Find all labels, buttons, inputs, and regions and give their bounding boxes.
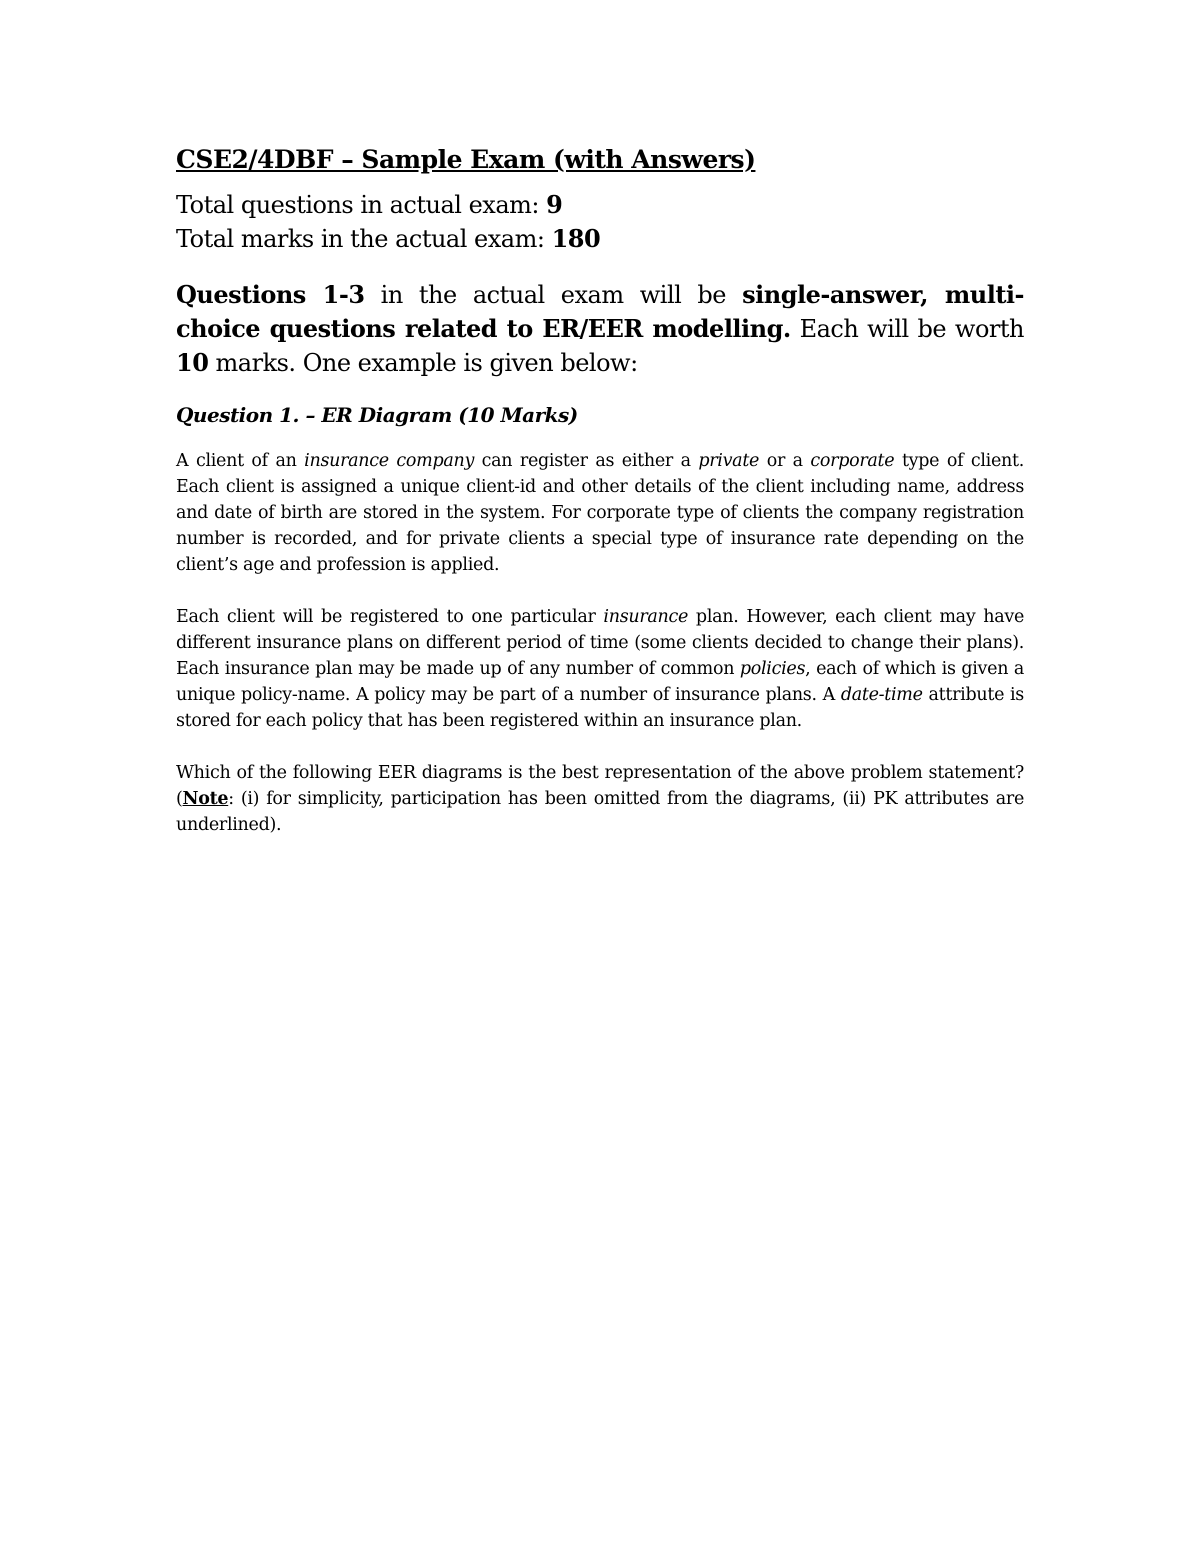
question-paragraph-3	[176, 760, 1024, 838]
emphasis-text: insurance company	[304, 451, 475, 471]
paragraph-text: or a	[759, 451, 811, 471]
total-marks-line	[176, 222, 1024, 256]
question-paragraph-1	[176, 448, 1024, 578]
total-marks-value: 180	[551, 224, 601, 253]
intro-text: Each will be worth	[790, 315, 1024, 343]
question-heading: Question 1. – ER Diagram (10 Marks)	[176, 403, 578, 427]
paragraph-text: type of client. Each client is assigned a unique client-id and other details of the client including name, address and date of birth are stored in the system. For corporate type of clients the company registration number is recorded, and for private clients a special type of insurance rate depending on the client’s age and profession is applied.	[176, 451, 1024, 575]
paragraph-text: A client of an	[176, 451, 305, 471]
paragraph-text: : (i) for simplicity, participation has been omitted from the diagrams, (ii) PK attributes are underlined).	[176, 789, 1024, 835]
intro-question-type: single-answer, multi-choice questions related to ER/EER modelling.	[176, 280, 1025, 343]
total-questions-value: 9	[546, 190, 563, 219]
total-questions-label: Total questions in actual exam:	[176, 191, 547, 219]
emphasis-text: policies	[739, 659, 806, 679]
intro-marks-value: 10	[176, 348, 209, 377]
intro-questions-range: Questions 1-3	[176, 280, 365, 309]
emphasis-text: date-time	[840, 685, 923, 705]
paragraph-text: can register as either a	[474, 451, 699, 471]
intro-paragraph	[176, 278, 1024, 380]
question-paragraph-2	[176, 604, 1024, 734]
note-label: Note	[182, 789, 229, 809]
emphasis-text: corporate	[810, 451, 895, 471]
total-marks-label: Total marks in the actual exam:	[176, 225, 552, 253]
exam-totals	[176, 188, 1024, 256]
document-page	[176, 140, 1024, 864]
paragraph-text: Each client will be registered to one particular	[176, 607, 604, 627]
paragraph-text: attribute is stored for each policy that has been registered within an insurance plan.	[176, 685, 1024, 731]
total-questions-line	[176, 188, 1024, 222]
intro-text: marks. One example is given below:	[208, 349, 638, 377]
page-title: CSE2/4DBF – Sample Exam (with Answers)	[176, 145, 756, 174]
paragraph-text: Which of the following EER diagrams is the best representation of the above problem statement? (	[176, 763, 1024, 809]
emphasis-text: insurance	[603, 607, 689, 627]
emphasis-text: private	[698, 451, 760, 471]
intro-text: in the actual exam will be	[364, 281, 743, 309]
paragraph-text: plan. However, each client may have different insurance plans on different period of time (some clients decided to change their plans). Each insurance plan may be made up of any number of common	[176, 607, 1025, 679]
paragraph-text: , each of which is given a unique policy-name. A policy may be part of a number of insurance plans. A	[176, 659, 1024, 705]
